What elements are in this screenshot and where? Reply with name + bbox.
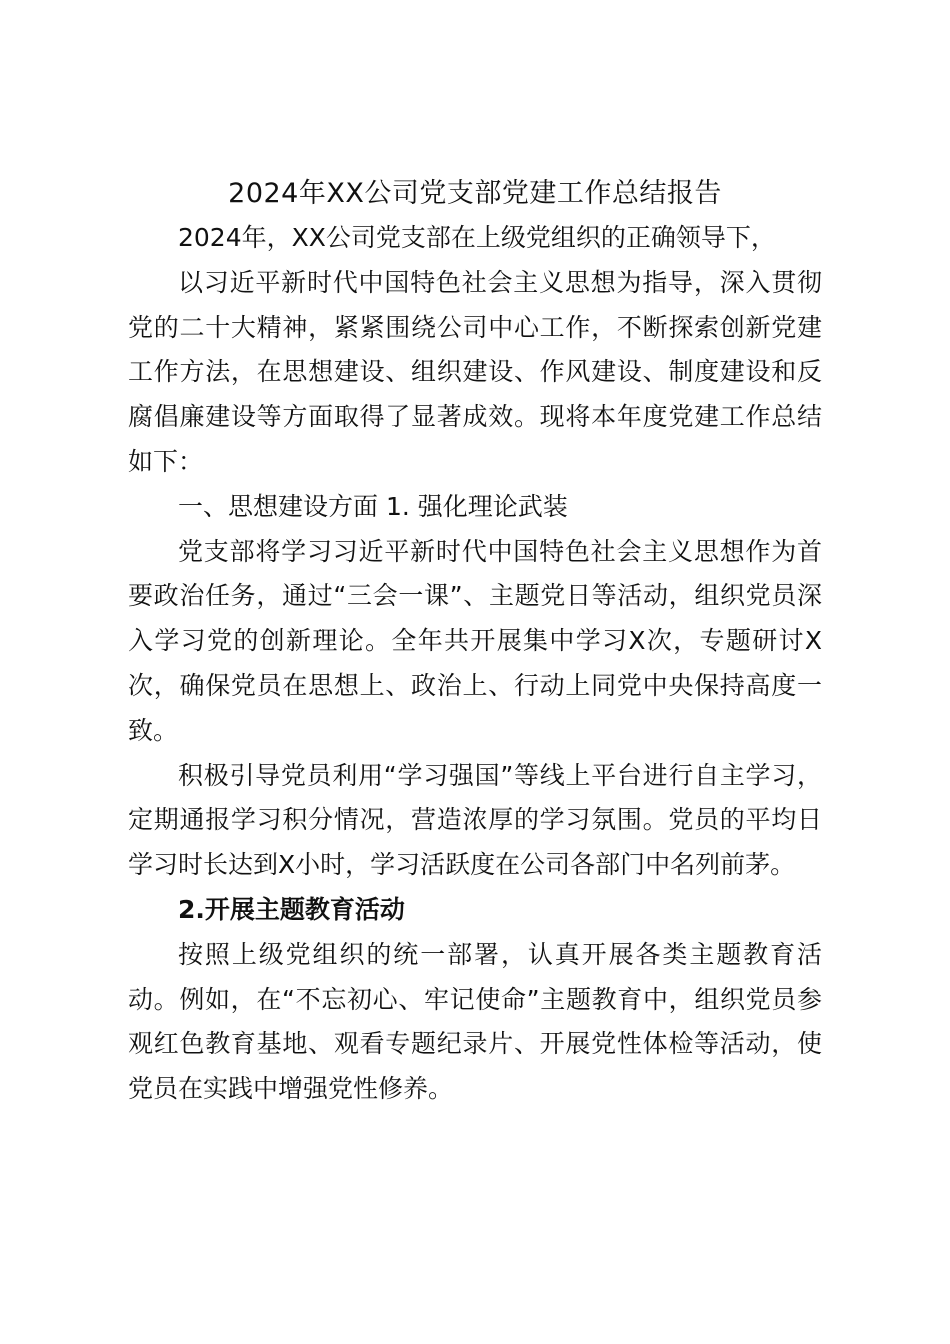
intro-first-line: 2024年，XX公司党支部在上级党组织的正确领导下，	[178, 223, 776, 252]
paragraph-theory-study: 党支部将学习习近平新时代中国特色社会主义思想作为首要政治任务，通过“三会一课”、主题党日等活动，组织党员深入学习党的创新理论。全年共开展集中学习X次，专题研讨X次，确保党员在思想上、政治上、行动上同党中央保持高度一致。	[128, 536, 822, 745]
document-body	[128, 172, 822, 1112]
section-heading-ideological-building: 一、思想建设方面 1. 强化理论武装	[178, 491, 568, 521]
paragraph-online-learning: 积极引导党员利用“学习强国”等线上平台进行自主学习，定期通报学习积分情况，营造浓厚的学习氛围。党员的平均日学习时长达到X小时，学习活跃度在公司各部门中名列前茅。	[128, 760, 822, 880]
paragraph-theme-education: 按照上级党组织的统一部署，认真开展各类主题教育活动。例如，在“不忘初心、牢记使命”主题教育中，组织党员参观红色教育基地、观看专题纪录片、开展党性体检等活动，使党员在实践中增强党性修养。	[128, 939, 822, 1104]
document-title: 2024年XX公司党支部党建工作总结报告	[228, 178, 722, 209]
subsection-heading-theme-education: 2.开展主题教育活动	[178, 894, 405, 924]
intro-paragraph: 以习近平新时代中国特色社会主义思想为指导，深入贯彻党的二十大精神，紧紧围绕公司中心工作，不断探索创新党建工作方法，在思想建设、组织建设、作风建设、制度建设和反腐倡廉建设等方面取得了显著成效。现将本年度党建工作总结如下：	[128, 267, 822, 476]
